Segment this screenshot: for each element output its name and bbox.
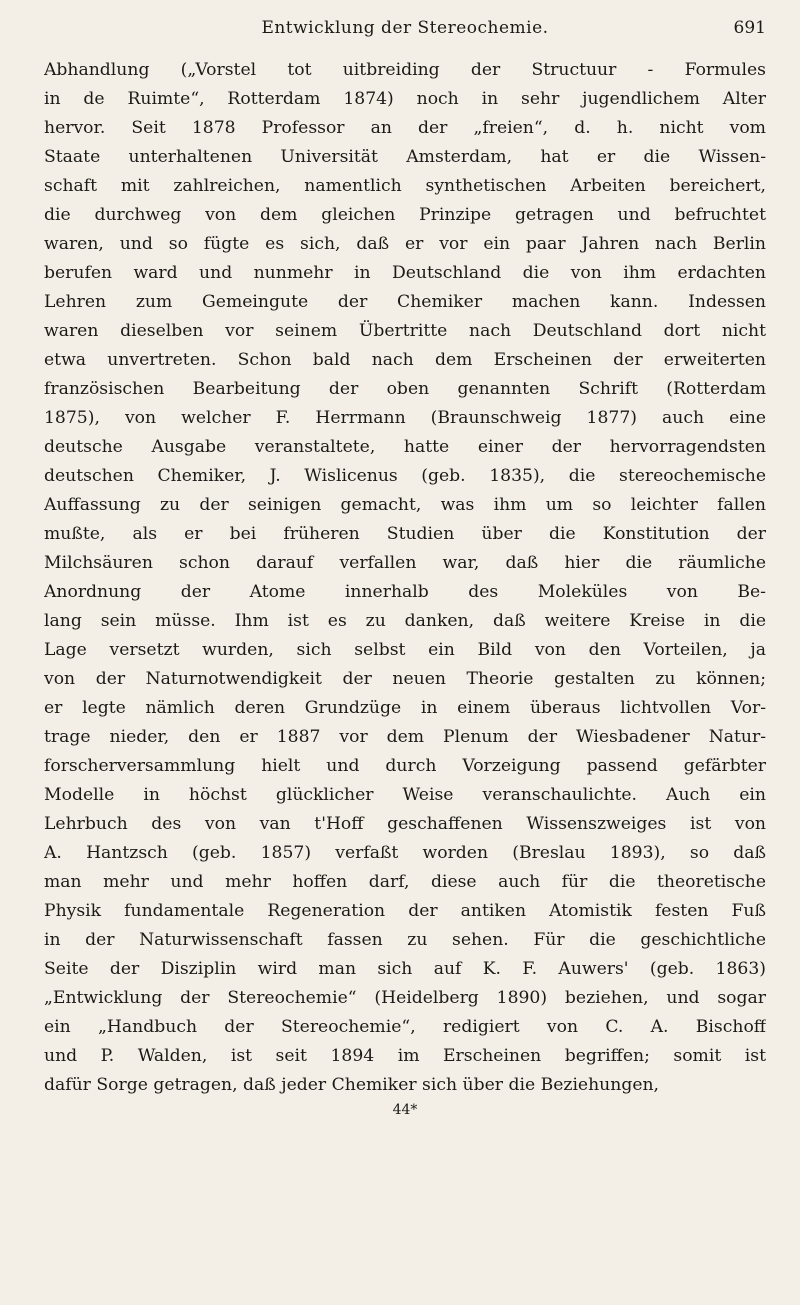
text-line: Lage versetzt wurden, sich selbst ein Bild von den Vorteilen, ja [44,640,766,660]
text-line: deutschen Chemiker, J. Wislicenus (geb. 1835), die stereochemische [44,466,766,486]
text-line: Abhandlung („Vorstel tot uitbreiding der Structuur - Formules [44,60,766,80]
text-line: ein „Handbuch der Stereochemie“, redigiert von C. A. Bischoff [44,1017,766,1037]
text-line: berufen ward und nunmehr in Deutschland die von ihm erdachten [44,263,766,283]
text-line: 1875), von welcher F. Herrmann (Braunschweig 1877) auch eine [44,408,766,428]
text-line: Seite der Disziplin wird man sich auf K. F. Auwers' (geb. 1863) [44,959,766,979]
text-line: hervor. Seit 1878 Professor an der „freien“, d. h. nicht vom [44,118,766,138]
text-line: etwa unvertreten. Schon bald nach dem Erscheinen der erweiterten [44,350,766,370]
text-line: waren dieselben vor seinem Übertritte nach Deutschland dort nicht [44,321,766,341]
text-line: trage nieder, den er 1887 vor dem Plenum der Wiesbadener Natur- [44,727,766,747]
text-line: deutsche Ausgabe veranstaltete, hatte einer der hervorragendsten [44,437,766,457]
page-header [44,14,766,56]
text-line: Anordnung der Atome innerhalb des Moleküles von Be- [44,582,766,602]
text-line: Physik fundamentale Regeneration der antiken Atomistik festen Fuß [44,901,766,921]
text-line: Staate unterhaltenen Universität Amsterdam, hat er die Wissen- [44,147,766,167]
text-line: Auffassung zu der seinigen gemacht, was ihm um so leichter fallen [44,495,766,515]
text-line: dafür Sorge getragen, daß jeder Chemiker sich über die Beziehungen, [44,1075,660,1095]
text-line: in der Naturwissenschaft fassen zu sehen. Für die geschichtliche [44,930,766,950]
text-line: Milchsäuren schon darauf verfallen war, daß hier die räumliche [44,553,766,573]
text-line: „Entwicklung der Stereochemie“ (Heidelberg 1890) beziehen, und sogar [44,988,766,1008]
text-line: Modelle in höchst glücklicher Weise veranschaulichte. Auch ein [44,785,766,805]
text-line: waren, und so fügte es sich, daß er vor ein paar Jahren nach Berlin [44,234,766,254]
text-line: die durchweg von dem gleichen Prinzipe getragen und befruchtet [44,205,766,225]
text-line: französischen Bearbeitung der oben genannten Schrift (Rotterdam [44,379,766,399]
text-line: in de Ruimte“, Rotterdam 1874) noch in sehr jugendlichem Alter [44,89,766,109]
text-line: man mehr und mehr hoffen darf, diese auch für die theoretische [44,872,766,892]
running-head: Entwicklung der Stereochemie. [261,18,549,38]
text-line: A. Hantzsch (geb. 1857) verfaßt worden (Breslau 1893), so daß [44,843,766,863]
text-line: Lehren zum Gemeingute der Chemiker machen kann. Indessen [44,292,766,312]
book-page [44,14,766,1296]
text-line: er legte nämlich deren Grundzüge in einem überaus lichtvollen Vor- [44,698,766,718]
text-line: Lehrbuch des von van t'Hoff geschaffenen Wissenszweiges ist von [44,814,766,834]
text-line: mußte, als er bei früheren Studien über die Konstitution der [44,524,766,544]
page-number: 691 [733,18,766,38]
text-line: forscherversammlung hielt und durch Vorzeigung passend gefärbter [44,756,766,776]
text-line: schaft mit zahlreichen, namentlich synthetischen Arbeiten bereichert, [44,176,766,196]
signature-mark: 44* [392,1102,418,1118]
text-line: von der Naturnotwendigkeit der neuen Theorie gestalten zu können; [44,669,766,689]
text-line: lang sein müsse. Ihm ist es zu danken, daß weitere Kreise in die [44,611,766,631]
text-line: und P. Walden, ist seit 1894 im Erscheinen begriffen; somit ist [44,1046,766,1066]
body-text [44,56,766,1100]
